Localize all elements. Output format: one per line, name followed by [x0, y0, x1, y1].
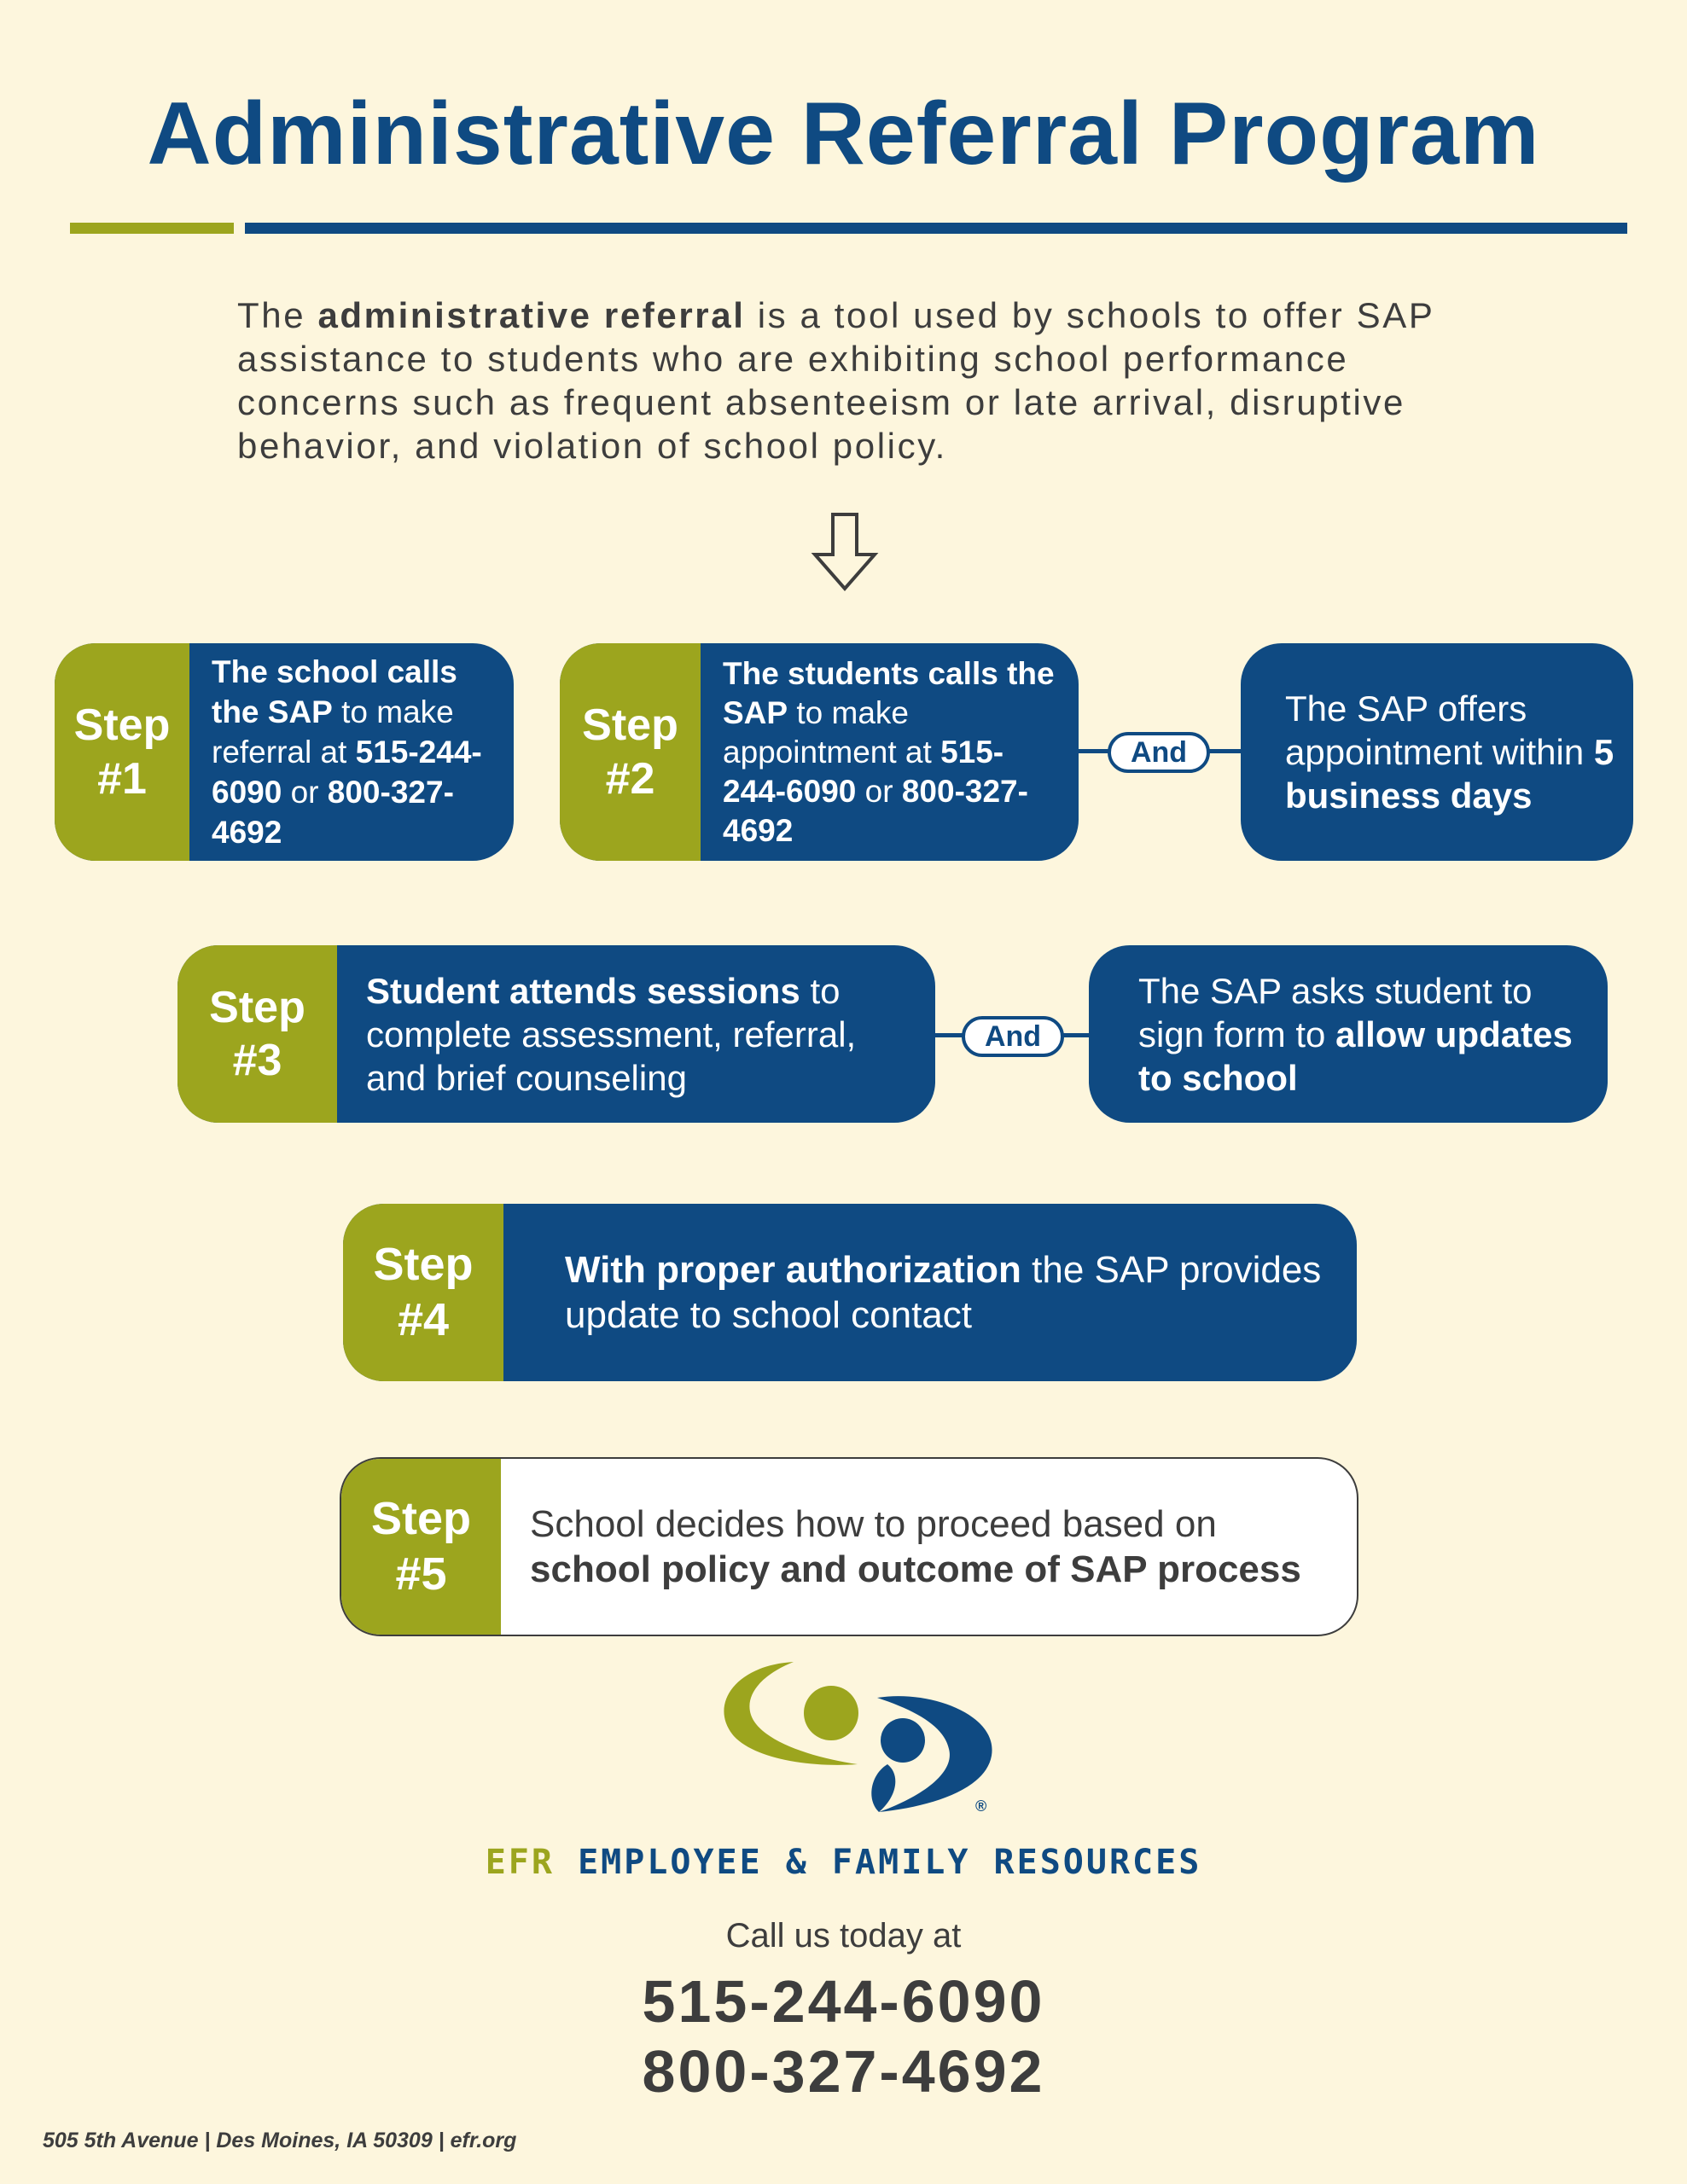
step-2-label	[560, 643, 701, 861]
step-2-and-badge: And	[1108, 732, 1210, 773]
logo-wordmark	[0, 1843, 1687, 1882]
step-1-box	[55, 643, 514, 861]
step-5-label-word: Step	[370, 1493, 472, 1545]
step-2-box	[560, 643, 1079, 861]
step-1-bold: The school calls the SAP	[212, 654, 457, 729]
step-2-side-box	[1241, 643, 1633, 861]
step-4-text	[503, 1204, 1357, 1381]
step-3-label-word: Step	[209, 982, 305, 1032]
step-1-text	[189, 643, 514, 861]
step-3-side-text: The SAP asks student to sign form to	[1138, 970, 1533, 1054]
step-4-desc: the SAP provides update to school contact	[565, 1249, 1322, 1336]
step-2-phone-2: 800-327-4692	[723, 773, 1028, 848]
step-5-label	[341, 1459, 501, 1635]
step-2-label-num: #2	[605, 753, 655, 804]
step-3-and-badge: And	[962, 1016, 1064, 1057]
title-rule-blue	[245, 223, 1627, 234]
step-3-desc: to complete assessment, referral, and brief counseling	[366, 970, 857, 1098]
step-1-phone-2: 800-327-4692	[212, 775, 454, 850]
step-4-box	[343, 1204, 1357, 1381]
phone-primary[interactable]: 515-244-6090	[642, 1968, 1045, 2035]
efr-logo-icon	[717, 1655, 1007, 1826]
step-2-side-text: The SAP offers appointment within	[1285, 688, 1594, 772]
step-4-label-word: Step	[373, 1239, 474, 1291]
intro-prefix: The	[237, 295, 318, 335]
step-3-label-num: #3	[232, 1036, 282, 1085]
intro-bold: administrative referral	[317, 295, 746, 335]
logo-name: EMPLOYEE & FAMILY RESOURCES	[578, 1843, 1202, 1882]
step-1-label-word: Step	[73, 700, 171, 751]
step-3-side-bold: allow updates to school	[1138, 1014, 1573, 1098]
step-1-label-num: #1	[97, 753, 147, 804]
step-4-label	[343, 1204, 503, 1381]
step-3-bold: Student attends sessions	[366, 970, 800, 1011]
step-1-phone-1: 515-244-6090	[212, 735, 482, 810]
step-4-bold: With proper authorization	[565, 1249, 1021, 1291]
footer-address: 505 5th Avenue | Des Moines, IA 50309 | efr.org	[43, 2129, 517, 2152]
step-3-label	[177, 945, 337, 1123]
intro-suffix: is a tool used by schools to offer SAP assistance to students who are exhibiting school performance concerns such as frequent absenteeism or late arrival, disruptive behavior, and violation of school policy.	[237, 295, 1434, 466]
step-5-text	[501, 1459, 1357, 1635]
phone-secondary[interactable]: 800-327-4692	[642, 2038, 1045, 2105]
step-2-bold: The students calls the SAP	[723, 655, 1055, 730]
page-title: Administrative Referral Program	[147, 84, 1540, 183]
step-3-box	[177, 945, 935, 1123]
step-1-or: or	[282, 775, 328, 810]
step-2-phone-1: 515-244-6090	[723, 734, 1004, 809]
step-2-or: or	[856, 773, 902, 809]
step-2-text	[701, 643, 1079, 861]
step-5-box	[340, 1457, 1358, 1636]
registered-mark: ®	[975, 1798, 987, 1815]
step-5-bold: school policy and outcome of SAP process	[530, 1548, 1301, 1590]
title-rule-green	[70, 223, 234, 234]
logo-efr: EFR	[485, 1843, 555, 1882]
step-2-side-bold: 5 business days	[1285, 732, 1614, 816]
step-5-desc: School decides how to proceed based on	[530, 1503, 1217, 1545]
step-3-text	[337, 945, 935, 1123]
step-3-side-box	[1089, 945, 1608, 1123]
call-us-text: Call us today at	[725, 1917, 962, 1955]
step-2-label-word: Step	[582, 700, 678, 751]
down-arrow-icon	[811, 512, 879, 593]
intro-paragraph	[237, 293, 1466, 468]
step-1-desc: to make referral at	[212, 694, 454, 770]
step-1-label	[55, 643, 189, 861]
step-5-label-num: #5	[395, 1548, 447, 1600]
step-2-desc: to make appointment at	[723, 694, 941, 770]
step-4-label-num: #4	[397, 1294, 450, 1345]
